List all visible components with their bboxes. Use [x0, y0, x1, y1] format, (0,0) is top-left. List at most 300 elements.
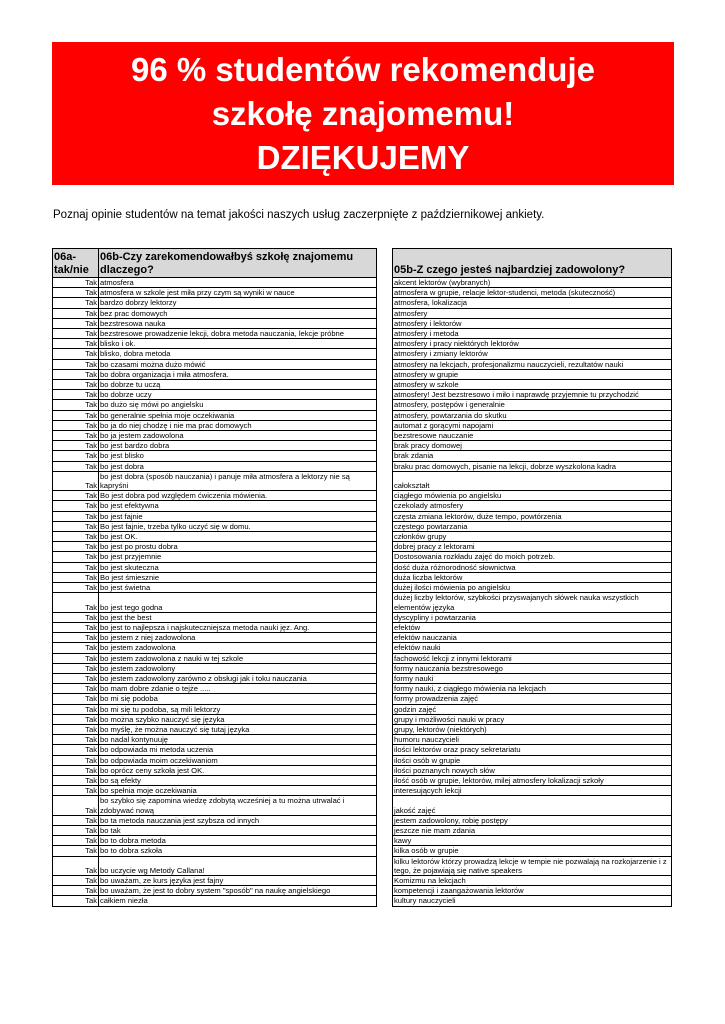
satisfaction-cell: atmosfery i lektorów — [393, 318, 672, 328]
satisfaction-cell: atmosfery na lekcjach, profesjonalizmu nauczycieli, rezultatów nauki — [393, 359, 672, 369]
table-row — [53, 886, 672, 896]
table-row — [53, 471, 672, 490]
table-row — [53, 562, 672, 572]
satisfaction-cell: atmosfery, postępów i generalnie — [393, 400, 672, 410]
gap-cell — [377, 583, 393, 593]
satisfaction-cell: atmosfery — [393, 308, 672, 318]
reason-cell: bo dużo się mówi po angielsku — [99, 400, 377, 410]
table-row — [53, 278, 672, 288]
table-row — [53, 298, 672, 308]
gap-cell — [377, 390, 393, 400]
gap-cell — [377, 765, 393, 775]
answer-cell: Tak — [53, 390, 99, 400]
answer-cell: Tak — [53, 633, 99, 643]
satisfaction-cell: ilości poznanych nowych słów — [393, 765, 672, 775]
gap-cell — [377, 815, 393, 825]
table-row — [53, 724, 672, 734]
gap-cell — [377, 278, 393, 288]
gap-cell — [377, 886, 393, 896]
satisfaction-cell: grupy, lektorów (niektórych) — [393, 724, 672, 734]
answer-cell: Tak — [53, 339, 99, 349]
satisfaction-cell: formy prowadzenia zajęć — [393, 694, 672, 704]
reason-cell: bo dobra organizacja i miła atmosfera. — [99, 369, 377, 379]
gap-cell — [377, 532, 393, 542]
satisfaction-cell: formy nauczania bezstresowego — [393, 663, 672, 673]
answer-cell: Tak — [53, 745, 99, 755]
gap-cell — [377, 451, 393, 461]
gap-cell — [377, 441, 393, 451]
table-row — [53, 400, 672, 410]
satisfaction-cell: efektów nauki — [393, 643, 672, 653]
answer-cell: Tak — [53, 875, 99, 885]
reason-cell: bo są efekty — [99, 775, 377, 785]
answer-cell: Tak — [53, 318, 99, 328]
answer-cell: Tak — [53, 796, 99, 815]
table-row — [53, 532, 672, 542]
satisfaction-cell: bezstresowe nauczanie — [393, 431, 672, 441]
satisfaction-cell: interesujących lekcji — [393, 786, 672, 796]
answer-cell: Tak — [53, 765, 99, 775]
gap-cell — [377, 521, 393, 531]
table-row — [53, 714, 672, 724]
header-satisfied: 05b-Z czego jesteś najbardziej zadowolony? — [393, 249, 672, 278]
answer-cell: Tak — [53, 593, 99, 612]
answer-cell: Tak — [53, 359, 99, 369]
gap-cell — [377, 875, 393, 885]
answer-cell: Tak — [53, 856, 99, 875]
reason-cell: bo jest the best — [99, 612, 377, 622]
satisfaction-cell: godzin zajęć — [393, 704, 672, 714]
answer-cell: Tak — [53, 501, 99, 511]
reason-cell: bo jest efektywna — [99, 501, 377, 511]
satisfaction-cell: ilości lektorów oraz pracy sekretariatu — [393, 745, 672, 755]
answer-cell: Tak — [53, 420, 99, 430]
table-row — [53, 765, 672, 775]
satisfaction-cell: ilość osób w grupie, lektorów, milej atmosfery lokalizacji szkoły — [393, 775, 672, 785]
table-row — [53, 572, 672, 582]
satisfaction-cell: dobrej pracy z lektorami — [393, 542, 672, 552]
answer-cell: Tak — [53, 846, 99, 856]
answer-cell: Tak — [53, 755, 99, 765]
reason-cell: bo tak — [99, 825, 377, 835]
gap-cell — [377, 431, 393, 441]
satisfaction-cell: kompetencji i zaangażowania lektorów — [393, 886, 672, 896]
table-row — [53, 552, 672, 562]
satisfaction-cell: efektów nauczania — [393, 633, 672, 643]
reason-cell: bo oprócz ceny szkoła jest OK. — [99, 765, 377, 775]
gap-cell — [377, 622, 393, 632]
gap-cell — [377, 359, 393, 369]
reason-cell: bo myślę, że można nauczyć się tutaj języka — [99, 724, 377, 734]
table-row — [53, 318, 672, 328]
table-row — [53, 755, 672, 765]
answer-cell: Tak — [53, 400, 99, 410]
table-row — [53, 825, 672, 835]
answer-cell: Tak — [53, 369, 99, 379]
answer-cell: Tak — [53, 552, 99, 562]
gap-cell — [377, 420, 393, 430]
reason-cell: bo jest świetna — [99, 583, 377, 593]
reason-cell: bo mi się tu podoba, są mili lektorzy — [99, 704, 377, 714]
answer-cell: Tak — [53, 491, 99, 501]
answer-cell: Tak — [53, 380, 99, 390]
reason-cell: bo mam dobre zdanie o tejże ..... — [99, 684, 377, 694]
satisfaction-cell: Dostosowania rozkładu zajęć do moich potrzeb. — [393, 552, 672, 562]
intro-text: Poznaj opinie studentów na temat jakości naszych usług zaczerpnięte z październikowej ankiety. — [53, 209, 545, 221]
banner-line-2: szkołę znajomemu! — [211, 94, 515, 132]
gap-cell — [377, 329, 393, 339]
table-row — [53, 896, 672, 906]
table-row — [53, 593, 672, 612]
satisfaction-cell: ilości osób w grupie — [393, 755, 672, 765]
reason-cell: bo uważam, ze kurs języka jest fajny — [99, 875, 377, 885]
reason-cell: bo ja jestem zadowolona — [99, 431, 377, 441]
header-recommend: 06b-Czy zarekomendowałbyś szkołę znajomemu dlaczego? — [99, 249, 377, 278]
reason-cell: bo jest OK. — [99, 532, 377, 542]
answer-cell: Tak — [53, 521, 99, 531]
answer-cell: Tak — [53, 583, 99, 593]
gap-cell — [377, 308, 393, 318]
answer-cell: Tak — [53, 663, 99, 673]
table-row — [53, 735, 672, 745]
answer-cell: Tak — [53, 441, 99, 451]
gap-cell — [377, 501, 393, 511]
table-row — [53, 786, 672, 796]
reason-cell: atmosfera — [99, 278, 377, 288]
reason-cell: bez prac domowych — [99, 308, 377, 318]
reason-cell: bo uważam, że jest to dobry system "sposób" na naukę angielskiego — [99, 886, 377, 896]
gap-cell — [377, 380, 393, 390]
reason-cell: bo generalnie spełnia moje oczekiwania — [99, 410, 377, 420]
reason-cell: bo jest tego godna — [99, 593, 377, 612]
reason-cell: bo to dobra metoda — [99, 836, 377, 846]
gap-cell — [377, 461, 393, 471]
gap-cell — [377, 714, 393, 724]
satisfaction-cell: dużej liczby lektorów, szybkości przyswajanych słówek nauka wszystkich elementów języka — [393, 593, 672, 612]
satisfaction-cell: jakość zajęć — [393, 796, 672, 815]
table-row — [53, 856, 672, 875]
reason-cell: bo mi się podoba — [99, 694, 377, 704]
gap-cell — [377, 643, 393, 653]
table-row — [53, 349, 672, 359]
reason-cell: bo jest przyjemnie — [99, 552, 377, 562]
gap-cell — [377, 724, 393, 734]
answer-cell: Tak — [53, 653, 99, 663]
answer-cell: Tak — [53, 735, 99, 745]
reason-cell: bo dobrze uczy — [99, 390, 377, 400]
satisfaction-cell: kawy — [393, 836, 672, 846]
gap-cell — [377, 511, 393, 521]
gap-cell — [377, 298, 393, 308]
satisfaction-cell: atmosfery i zmiany lektorów — [393, 349, 672, 359]
gap-cell — [377, 491, 393, 501]
answer-cell: Tak — [53, 694, 99, 704]
table-row — [53, 875, 672, 885]
table-row — [53, 501, 672, 511]
reason-cell: bo odpowiada mi metoda uczenia — [99, 745, 377, 755]
answer-cell: Tak — [53, 288, 99, 298]
satisfaction-cell: częstego powtarzania — [393, 521, 672, 531]
answer-cell: Tak — [53, 461, 99, 471]
satisfaction-cell: ciągłego mówienia po angielsku — [393, 491, 672, 501]
table-row — [53, 583, 672, 593]
table-row — [53, 633, 672, 643]
satisfaction-cell: automat z gorącymi napojami — [393, 420, 672, 430]
answer-cell: Tak — [53, 542, 99, 552]
gap-cell — [377, 825, 393, 835]
reason-cell: bo dobrze tu uczą — [99, 380, 377, 390]
reason-cell: bo jestem z niej zadowolona — [99, 633, 377, 643]
answer-cell: Tak — [53, 308, 99, 318]
answer-cell: Tak — [53, 704, 99, 714]
table-row — [53, 694, 672, 704]
gap-cell — [377, 896, 393, 906]
gap-cell — [377, 653, 393, 663]
satisfaction-cell: kilka osób w grupie — [393, 846, 672, 856]
gap-cell — [377, 775, 393, 785]
reason-cell: bo ta metoda nauczania jest szybsza od innych — [99, 815, 377, 825]
table-row — [53, 461, 672, 471]
satisfaction-cell: częsta zmiana lektorów, duże tempo, powtórzenia — [393, 511, 672, 521]
answer-cell: Tak — [53, 471, 99, 490]
answer-cell: Tak — [53, 886, 99, 896]
banner-line-1: 96 % studentów rekomenduje — [131, 50, 595, 88]
gap-cell — [377, 339, 393, 349]
satisfaction-cell: atmosfery w szkole — [393, 380, 672, 390]
answer-cell: Tak — [53, 451, 99, 461]
satisfaction-cell: atmosfery w grupie — [393, 369, 672, 379]
gap-cell — [377, 612, 393, 622]
answer-cell: Tak — [53, 643, 99, 653]
satisfaction-cell: członków grupy — [393, 532, 672, 542]
gap-cell — [377, 694, 393, 704]
table-row — [53, 521, 672, 531]
gap-cell — [377, 786, 393, 796]
reason-cell: bo jest po prostu dobra — [99, 542, 377, 552]
gap-cell — [377, 400, 393, 410]
answer-cell: Tak — [53, 815, 99, 825]
reason-cell: bo jest fajnie — [99, 511, 377, 521]
answer-cell: Tak — [53, 612, 99, 622]
survey-table — [52, 248, 672, 907]
gap-cell — [377, 593, 393, 612]
gap-cell — [377, 846, 393, 856]
table-row — [53, 511, 672, 521]
satisfaction-cell: czekolady atmosfery — [393, 501, 672, 511]
table-row — [53, 491, 672, 501]
table-row — [53, 390, 672, 400]
table-row — [53, 684, 672, 694]
table-row — [53, 622, 672, 632]
reason-cell: bo nadal kontynuuję — [99, 735, 377, 745]
answer-cell: Tak — [53, 532, 99, 542]
header-tak-nie: 06a-tak/nie — [53, 249, 99, 278]
answer-cell: Tak — [53, 724, 99, 734]
reason-cell: bo czasami można dużo mówić — [99, 359, 377, 369]
table-row — [53, 308, 672, 318]
table-row — [53, 329, 672, 339]
reason-cell: bo odpowiada moim oczekiwaniom — [99, 755, 377, 765]
answer-cell: Tak — [53, 825, 99, 835]
table-row — [53, 653, 672, 663]
gap-cell — [377, 369, 393, 379]
table-row — [53, 359, 672, 369]
reason-cell: bo jestem zadowolony — [99, 663, 377, 673]
satisfaction-cell: całokształt — [393, 471, 672, 490]
gap-cell — [377, 684, 393, 694]
answer-cell: Tak — [53, 410, 99, 420]
gap-cell — [377, 349, 393, 359]
reason-cell: Bo jest fajnie, trzeba tylko uczyć się w domu. — [99, 521, 377, 531]
table-row — [53, 339, 672, 349]
table-header-row — [53, 249, 672, 278]
table-row — [53, 673, 672, 683]
table-row — [53, 643, 672, 653]
satisfaction-cell: atmosfery i pracy niektórych lektorów — [393, 339, 672, 349]
answer-cell: Tak — [53, 673, 99, 683]
satisfaction-cell: kilku lektorów którzy prowadzą lekcje w tempie nie pozwalają na rozkojarzenie i z tego, że pojawiają się native speakers — [393, 856, 672, 875]
reason-cell: blisko, dobra metoda — [99, 349, 377, 359]
reason-cell: bardzo dobrzy lektorzy — [99, 298, 377, 308]
satisfaction-cell: dużej ilości mówienia po angielsku — [393, 583, 672, 593]
gap-cell — [377, 856, 393, 875]
header-gap — [377, 249, 393, 278]
gap-cell — [377, 471, 393, 490]
satisfaction-cell: atmosfery! Jest bezstresowo i miło i naprawdę przyjemnie tu przychodzić — [393, 390, 672, 400]
gap-cell — [377, 755, 393, 765]
satisfaction-cell: akcent lektorów (wybranych) — [393, 278, 672, 288]
reason-cell: bo ja do niej chodzę i nie ma prac domowych — [99, 420, 377, 430]
answer-cell: Tak — [53, 572, 99, 582]
reason-cell: bo spełnia moje oczekiwania — [99, 786, 377, 796]
satisfaction-cell: jestem zadowolony, robię postępy — [393, 815, 672, 825]
table-row — [53, 288, 672, 298]
gap-cell — [377, 572, 393, 582]
satisfaction-cell: atmosfery, powtarzania do skutku — [393, 410, 672, 420]
satisfaction-cell: atmosfery i metoda — [393, 329, 672, 339]
table-row — [53, 836, 672, 846]
reason-cell: bo można szybko nauczyć się języka — [99, 714, 377, 724]
answer-cell: Tak — [53, 278, 99, 288]
reason-cell: całkiem niezła — [99, 896, 377, 906]
satisfaction-cell: dość duża różnorodność słownictwa — [393, 562, 672, 572]
reason-cell: bo jest dobra — [99, 461, 377, 471]
satisfaction-cell: brak pracy domowej — [393, 441, 672, 451]
answer-cell: Tak — [53, 511, 99, 521]
answer-cell: Tak — [53, 786, 99, 796]
reason-cell: bo jestem zadowolona — [99, 643, 377, 653]
reason-cell: bo uczycie wg Metody Callana! — [99, 856, 377, 875]
answer-cell: Tak — [53, 349, 99, 359]
reason-cell: bo jest to najlepsza i najskuteczniejsza metoda nauki jęz. Ang. — [99, 622, 377, 632]
reason-cell: bo jest bardzo dobra — [99, 441, 377, 451]
gap-cell — [377, 633, 393, 643]
satisfaction-cell: atmosfera, lokalizacja — [393, 298, 672, 308]
satisfaction-cell: Komizmu na lekcjach — [393, 875, 672, 885]
answer-cell: Tak — [53, 836, 99, 846]
answer-cell: Tak — [53, 329, 99, 339]
answer-cell: Tak — [53, 684, 99, 694]
table-row — [53, 796, 672, 815]
reason-cell: bo jest dobra (sposób nauczania) i panuje miła atmosfera a lektorzy nie są kapryśni — [99, 471, 377, 490]
satisfaction-cell: atmosfera w grupie, relacje lektor-studenci, metoda (skuteczność) — [393, 288, 672, 298]
satisfaction-cell: formy nauki — [393, 673, 672, 683]
answer-cell: Tak — [53, 431, 99, 441]
table-row — [53, 441, 672, 451]
table-row — [53, 410, 672, 420]
satisfaction-cell: formy nauki, z ciągłego mówienia na lekcjach — [393, 684, 672, 694]
reason-cell: bo jest blisko — [99, 451, 377, 461]
satisfaction-cell: braku prac domowych, pisanie na lekcji, dobrze wyszkolona kadra — [393, 461, 672, 471]
reason-cell: bo jestem zadowolona z nauki w tej szkole — [99, 653, 377, 663]
gap-cell — [377, 796, 393, 815]
gap-cell — [377, 288, 393, 298]
answer-cell: Tak — [53, 714, 99, 724]
answer-cell: Tak — [53, 622, 99, 632]
satisfaction-cell: duża liczba lektorów — [393, 572, 672, 582]
gap-cell — [377, 735, 393, 745]
reason-cell: bo to dobra szkoła — [99, 846, 377, 856]
table-row — [53, 542, 672, 552]
table-row — [53, 775, 672, 785]
gap-cell — [377, 745, 393, 755]
reason-cell: Bo jest śmiesznie — [99, 572, 377, 582]
table-row — [53, 612, 672, 622]
reason-cell: bo szybko się zapomina wiedzę zdobytą wcześniej a tu można utrwalać i zdobywać nową — [99, 796, 377, 815]
satisfaction-cell: fachowość lekcji z innymi lektorami — [393, 653, 672, 663]
reason-cell: bezstresowe prowadzenie lekcji, dobra metoda nauczania, lekcje próbne — [99, 329, 377, 339]
banner — [52, 42, 674, 185]
gap-cell — [377, 318, 393, 328]
table-row — [53, 745, 672, 755]
table-row — [53, 815, 672, 825]
table-row — [53, 451, 672, 461]
satisfaction-cell: kultury nauczycieli — [393, 896, 672, 906]
satisfaction-cell: efektów — [393, 622, 672, 632]
banner-line-3: DZIĘKUJEMY — [256, 138, 470, 176]
satisfaction-cell: dyscypliny i powtarzania — [393, 612, 672, 622]
answer-cell: Tak — [53, 562, 99, 572]
table-row — [53, 420, 672, 430]
table-row — [53, 846, 672, 856]
reason-cell: bezstresowa nauka — [99, 318, 377, 328]
satisfaction-cell: grupy i możliwości nauki w pracy — [393, 714, 672, 724]
gap-cell — [377, 562, 393, 572]
satisfaction-cell: humoru nauczycieli — [393, 735, 672, 745]
answer-cell: Tak — [53, 775, 99, 785]
reason-cell: Bo jest dobra pod względem ćwiczenia mówienia. — [99, 491, 377, 501]
table-row — [53, 431, 672, 441]
reason-cell: bo jestem zadowolony zarówno z obsługi jak i toku nauczania — [99, 673, 377, 683]
answer-cell: Tak — [53, 298, 99, 308]
gap-cell — [377, 704, 393, 714]
table-row — [53, 369, 672, 379]
gap-cell — [377, 552, 393, 562]
gap-cell — [377, 836, 393, 846]
gap-cell — [377, 410, 393, 420]
reason-cell: atmosfera w szkole jest miła przy czym są wyniki w nauce — [99, 288, 377, 298]
table-row — [53, 704, 672, 714]
reason-cell: bo jest skuteczna — [99, 562, 377, 572]
answer-cell: Tak — [53, 896, 99, 906]
gap-cell — [377, 542, 393, 552]
reason-cell: blisko i ok. — [99, 339, 377, 349]
gap-cell — [377, 673, 393, 683]
satisfaction-cell: brak zdania — [393, 451, 672, 461]
gap-cell — [377, 663, 393, 673]
satisfaction-cell: jeszcze nie mam zdania — [393, 825, 672, 835]
table-row — [53, 380, 672, 390]
